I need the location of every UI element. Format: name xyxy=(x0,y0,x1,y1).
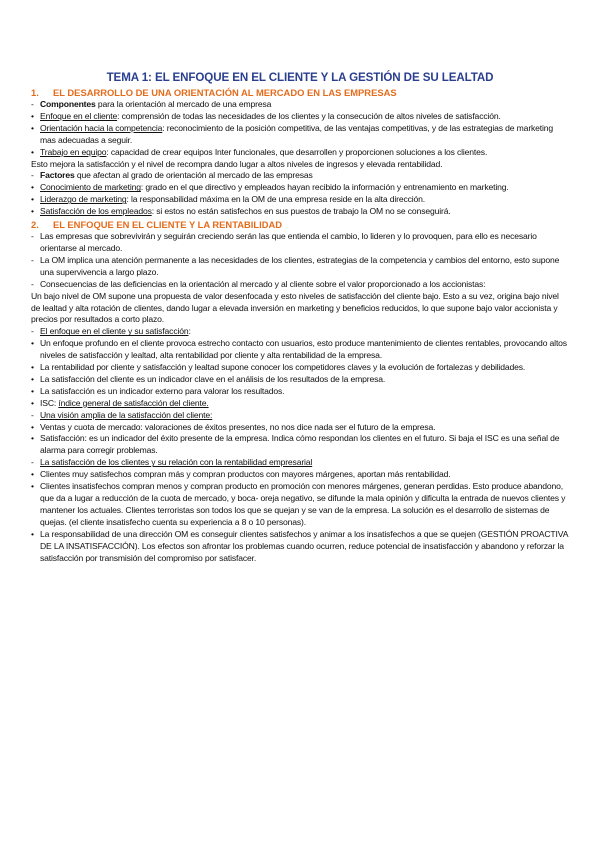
bullet-icon: • xyxy=(31,421,34,432)
dash-marker: - xyxy=(31,99,34,109)
bullet-label: Liderazgo de marketing xyxy=(40,194,127,205)
dash-marker: - xyxy=(31,409,34,420)
isc-bullet xyxy=(31,398,569,410)
bullet-item xyxy=(31,433,569,457)
bullet-text: Un enfoque profundo en el cliente provoca estrecho contacto con usuarios, esto produce mantenimiento de clientes rentables, provocando altos niveles de satisfacción y lealtad, alta rentabilidad por cliente y alta rentabilidad de la empresa. xyxy=(40,338,567,361)
bullet-text: Clientes muy satisfechos compran más y compran productos con mayores márgenes, aportan más rentabilidad. xyxy=(40,469,451,480)
dash-marker: - xyxy=(31,170,34,181)
bullet-item xyxy=(31,374,569,386)
bullet-item xyxy=(31,206,569,218)
section-1-heading xyxy=(31,86,569,99)
bullet-icon: • xyxy=(31,373,34,384)
factors-line xyxy=(31,170,569,182)
bullet-text: La rentabilidad por cliente y satisfacción y lealtad supone conocer los competidores claves y la evolución de fortalezas y debilidades. xyxy=(40,362,526,373)
components-line xyxy=(31,99,569,111)
bullet-label: Enfoque en el cliente xyxy=(40,110,118,121)
bullet-label: Orientación hacia la competencia xyxy=(40,122,163,133)
bullet-item xyxy=(31,469,569,481)
bullet-text: Ventas y cuota de mercado: valoraciones de éxitos presentes, no nos dice nada ser el futuro de la empresa. xyxy=(40,421,436,432)
bullet-icon: • xyxy=(31,481,34,492)
bullet-item xyxy=(31,529,569,565)
subheading-label: La satisfacción de los clientes y su relación con la rentabilidad empresarial xyxy=(40,457,313,468)
isc-prefix: ISC: xyxy=(40,397,59,408)
bullet-text: : si estos no están satisfechos en sus puestos de trabajo la OM no se conseguirá. xyxy=(151,206,451,217)
bullet-text: : capacidad de crear equipos Inter funcionales, que desarrollen y proporcionen soluciones a los clientes. xyxy=(106,146,488,157)
bullet-item xyxy=(31,147,569,159)
dash-item-text: Las empresas que sobrevivirán y seguirán creciendo serán las que entienda el cambio, lo lideren y lo provoquen, para ello es necesario orientarse al mercado. xyxy=(40,231,537,253)
bullet-icon: • xyxy=(31,182,34,193)
subheading-profitability xyxy=(31,457,569,469)
bullet-icon: • xyxy=(31,397,34,408)
bullet-item xyxy=(31,386,569,398)
bullet-text: La satisfacción del cliente es un indicador clave en el análisis de los resultados de la empresa. xyxy=(40,373,386,384)
bullet-icon: • xyxy=(31,433,34,444)
bullet-label: Conocimiento de marketing xyxy=(40,182,141,193)
factors-text: que afectan al grado de orientación al mercado de las empresas xyxy=(74,170,313,181)
bullet-item xyxy=(31,338,569,362)
section-2-number: 2. xyxy=(31,219,39,231)
bullet-icon: • xyxy=(31,122,34,133)
bullet-icon: • xyxy=(31,206,34,217)
factors-label: Factores xyxy=(40,170,75,181)
bullet-icon: • xyxy=(31,362,34,373)
subheading-label: El enfoque en el cliente y su satisfacción xyxy=(40,326,189,337)
components-text: para la orientación al mercado de una empresa xyxy=(95,99,272,109)
components-label: Componentes xyxy=(40,99,96,109)
bullet-icon: • xyxy=(31,385,34,396)
bullet-item xyxy=(31,182,569,194)
dash-marker: - xyxy=(31,326,34,337)
isc-definition: índice general de satisfacción del cliente. xyxy=(58,397,209,408)
bullet-text: La responsabilidad de una dirección OM es conseguir clientes satisfechos y animar a los insatisfechos a que se quejen (GESTIÓN PROACTIVA DE LA INSATISFACCIÓN). Los efectos son afrontar los problemas cuando ocurren, reduce potencial de insatisfacción y abandono y reforzar la satisfacción por transmisión del compromiso por satisfacer. xyxy=(40,528,568,563)
subheading-label: Una visión amplia de la satisfacción del cliente: xyxy=(40,409,213,420)
bullet-icon: • xyxy=(31,146,34,157)
bullet-text: : grado en el que directivo y empleados hayan recibido la información y entrenamiento en marketing. xyxy=(140,182,509,193)
dash-item-text: La OM implica una atención permanente a las necesidades de los clientes, estrategias de la competencia y cambios del entorno, esto supone una supervivencia a largo plazo. xyxy=(40,254,560,277)
dash-item-text: Consecuencias de las deficiencias en la orientación al mercado y al cliente sobre el valor proporcionado a los accionistas: xyxy=(40,278,486,289)
bullet-item xyxy=(31,362,569,374)
bullet-text: : comprensión de todas las necesidades de los clientes y la consecución de altos niveles de satisfacción. xyxy=(117,110,501,121)
bullet-icon: • xyxy=(31,469,34,480)
dash-item xyxy=(31,231,569,255)
bullet-label: Satisfacción de los empleados xyxy=(40,206,152,217)
bullet-item xyxy=(31,481,569,529)
section-1-note: Esto mejora la satisfacción y el nivel de recompra dando lugar a altos niveles de ingresos y elevada rentabilidad. xyxy=(31,158,443,169)
section-1-number: 1. xyxy=(31,87,39,98)
document-title: TEMA 1: EL ENFOQUE EN EL CLIENTE Y LA GESTIÓN DE SU LEALTAD xyxy=(106,71,494,84)
bullet-label: Trabajo en equipo xyxy=(40,146,107,157)
bullet-icon: • xyxy=(31,338,34,349)
section-1-title: EL DESARROLLO DE UNA ORIENTACIÓN AL MERCADO EN LAS EMPRESAS xyxy=(53,87,397,98)
bullet-item xyxy=(31,123,569,147)
dash-item xyxy=(31,279,569,291)
subheading-broad-vision xyxy=(31,410,569,422)
bullet-text: La satisfacción es un indicador externo para valorar los resultados. xyxy=(40,385,285,396)
dash-marker: - xyxy=(31,457,34,468)
dash-item xyxy=(31,255,569,279)
subheading-client-focus xyxy=(31,326,569,338)
bullet-icon: • xyxy=(31,528,34,539)
bullet-text: Clientes insatisfechos compran menos y compran producto en promoción con menores márgenes, generan perdidas. Esto produce abandono, que da a lugar a reducción de la cuota de mercado, y boca- oreja negativo, se difunde la mala opinión y dificulta la entrada de nuevos clientes y mantener los actuales. Clientes terroristas son todos los que se quejan y se van de la empresa. La solución es el desarrollo de sistemas de quejas. (el cliente insatisfecho cuenta su experiencia a 8 o 10 personas). xyxy=(40,481,566,527)
bullet-text: : la responsabilidad máxima en la OM de una empresa reside en la alta dirección. xyxy=(126,194,426,205)
bullet-item xyxy=(31,422,569,434)
bullet-text: Satisfacción: es un indicador del éxito presente de la empresa. Indica cómo respondan los clientes en el futuro. Si baja el ISC es una señal de alarma para corregir problemas. xyxy=(40,433,560,456)
dash-marker: - xyxy=(31,278,34,289)
bullet-item xyxy=(31,194,569,206)
bullet-icon: • xyxy=(31,110,34,121)
section-2-paragraph: Un bajo nivel de OM supone una propuesta de valor desenfocada y esto niveles de satisfacción del cliente bajo. Esto a su vez, origina bajo nivel de lealtad y alta rotación de clientes, dando lugar a elevada inversión en marketing y beneficios reducidos, lo que supone bajo valor accionista y precios por resultados a corto plazo. xyxy=(31,290,559,325)
bullet-icon: • xyxy=(31,194,34,205)
subheading-suffix: : xyxy=(188,326,191,337)
dash-marker: - xyxy=(31,231,34,242)
section-2-title: EL ENFOQUE EN EL CLIENTE Y LA RENTABILIDAD xyxy=(53,219,283,231)
section-2-heading xyxy=(31,218,569,231)
dash-marker: - xyxy=(31,254,34,265)
bullet-item xyxy=(31,111,569,123)
bullet-text: : reconocimiento de la posición competitiva, de las ventajas competitivas, y de las estrategias de marketing mas adecuadas a seguir. xyxy=(40,122,554,145)
